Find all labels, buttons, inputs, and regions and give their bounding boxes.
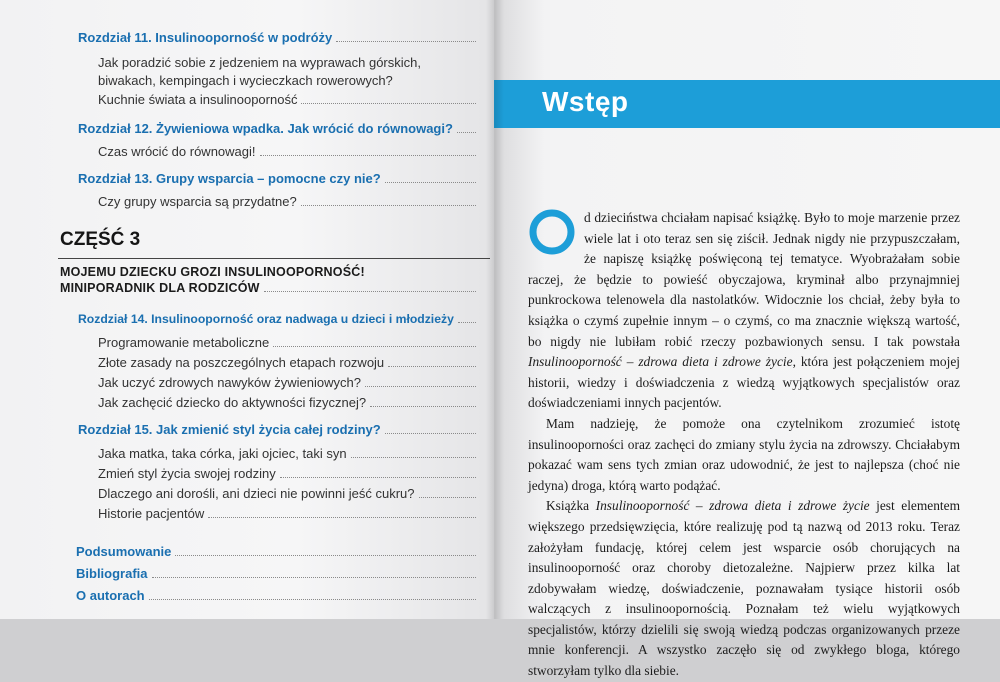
toc-leader-dots	[388, 365, 476, 367]
toc-ch15-section-1	[98, 446, 490, 461]
toc-leader-dots	[301, 204, 476, 206]
toc-leader-dots	[280, 476, 476, 478]
paragraph-1-text: d dzieciństwa chciałam napisać książkę. Było to moje marzenie przez wiele lat i oto teraz sen się ziścił. Jednak nigdy nie przypuszczałam, że napiszę książkę poświęconą tej tematyce. Wyobrażałam sobie raczej, że będzie to powieść obyczajowa, kryminał albo przynajmniej punkrockowa telenowela dla nastolatków. Widocznie los chciał, żeby była to książka o czymś zupełnie innym – o czymś, co ma znacznie większą wartość, bo nigdy nie lubiłam robić rzeczy pozbawionych sensu. I tak powstała	[528, 210, 960, 349]
part-subtitle-line1: MOJEMU DZIECKU GROZI INSULINOOPORNOŚĆ!	[60, 265, 365, 279]
toc-ch11-section-2	[98, 92, 490, 107]
toc-ch15-section-2-label: Zmień styl życia swojej rodziny	[98, 466, 276, 481]
toc-chapter-12-title: Rozdział 12. Żywieniowa wpadka. Jak wrócić do równowagi?	[78, 121, 453, 136]
table-of-contents	[0, 0, 494, 619]
toc-ch11-section-2-label: Kuchnie świata a insulinooporność	[98, 92, 298, 107]
toc-leader-dots	[149, 598, 476, 600]
toc-chapter-13	[78, 171, 490, 186]
paragraph-3-book-title: Insulinooporność – zdrowa dieta i zdrowe życie	[595, 498, 870, 514]
toc-leader-dots	[385, 181, 476, 183]
toc-ch14-section-1	[98, 335, 490, 350]
toc-ch14-section-3	[98, 375, 490, 390]
paragraph-3-start: Książka	[546, 498, 596, 514]
toc-ch15-section-3	[98, 486, 490, 501]
toc-ch14-section-2-label: Złote zasady na poszczególnych etapach rozwoju	[98, 355, 385, 370]
toc-leader-dots	[457, 131, 476, 133]
dropcap-o-icon	[528, 208, 576, 256]
toc-leader-dots	[152, 576, 476, 578]
toc-ch14-section-2	[98, 355, 490, 370]
toc-leader-dots	[301, 102, 476, 104]
toc-leader-dots	[260, 154, 476, 156]
toc-ch15-section-4-label: Historie pacjentów	[98, 506, 205, 521]
toc-chapter-13-title: Rozdział 13. Grupy wsparcia – pomocne czy nie?	[78, 171, 381, 186]
body-text	[528, 208, 960, 682]
toc-leader-dots	[385, 432, 476, 434]
toc-ch12-section-1	[98, 144, 490, 159]
toc-ch13-section-1	[98, 194, 490, 209]
book-gutter	[486, 0, 504, 619]
toc-chapter-11-title: Rozdział 11. Insulinooporność w podróży	[78, 30, 333, 45]
paragraph-3	[528, 496, 960, 681]
toc-ch15-section-4	[98, 506, 490, 521]
toc-ch11-section-1-line2: biwakach, kempingach i wycieczkach rowerowych?	[98, 73, 393, 88]
part-divider	[58, 258, 490, 259]
toc-leader-dots	[419, 496, 476, 498]
paragraph-2: Mam nadzieję, że pomoże ona czytelnikom zrozumieć istotę insulinooporności oraz zachęci do zmiany stylu życia na zdrowszy. Chciałabym pokazać wam sens tych zmian oraz udowodnić, że jest to najlepsza (choć nie jedyna) droga, którą warto podążać.	[528, 415, 960, 493]
toc-leader-dots	[273, 345, 476, 347]
toc-leader-dots	[458, 321, 476, 323]
heading-band	[494, 80, 1000, 128]
toc-ch14-section-4	[98, 395, 490, 410]
toc-leader-dots	[365, 385, 476, 387]
toc-leader-dots	[370, 405, 476, 407]
chapter-heading: Wstęp	[542, 86, 629, 117]
toc-summary-label: Podsumowanie	[76, 544, 172, 559]
toc-ch13-section-1-label: Czy grupy wsparcia są przydatne?	[98, 194, 297, 209]
part-subtitle-line2-row	[60, 281, 490, 295]
left-page	[0, 0, 494, 619]
toc-ch14-section-4-label: Jak zachęcić dziecko do aktywności fizycznej?	[98, 395, 367, 410]
toc-chapter-14-title: Rozdział 14. Insulinooporność oraz nadwaga u dzieci i młodzieży	[78, 312, 454, 326]
toc-bibliography-label: Bibliografia	[76, 566, 148, 581]
paragraph-1	[528, 208, 960, 414]
toc-ch12-section-1-label: Czas wrócić do równowagi!	[98, 144, 256, 159]
paragraph-1-end: , która jest połączeniem mojej historii, wiedzy i doświadczenia z wiedzą wyjątkowych specjalistów oraz doświadczeniami innych pacjentów.	[528, 354, 960, 411]
toc-ch11-section-1	[98, 54, 421, 90]
toc-ch15-section-2	[98, 466, 490, 481]
toc-chapter-15-title: Rozdział 15. Jak zmienić styl życia całej rodziny?	[78, 422, 381, 437]
toc-leader-dots	[175, 554, 476, 556]
toc-ch14-section-3-label: Jak uczyć zdrowych nawyków żywieniowych?	[98, 375, 361, 390]
part-title: CZĘŚĆ 3	[60, 229, 141, 250]
toc-chapter-14	[78, 312, 490, 326]
part-subtitle-line2: MINIPORADNIK DLA RODZICÓW	[60, 281, 260, 295]
toc-chapter-12	[78, 121, 490, 136]
toc-summary	[76, 544, 490, 559]
toc-ch15-section-1-label: Jaka matka, taka córka, jaki ojciec, taki syn	[98, 446, 347, 461]
toc-chapter-11	[78, 30, 490, 45]
paragraph-3-end: jest elementem większego przedsięwzięcia, które realizuję pod tą nazwą od 2013 roku. Teraz założyłam fundację, której celem jest wsparcie osób chorujących na insulinooporność oraz choroby dietozależne. Najpierw przez kilka lat zdobywałam wiedzę, doświadczenie, poznawałam tysiące historii osób walczących z insulinoopornością. Poznałam też wielu wyjątkowych specjalistów, którzy dzielili się swoją wiedzą podczas organizowanych przeze mnie konferencji. A wszystko zaczęło się od zwykłego bloga, którego stworzyłam tylko dla siebie.	[528, 498, 960, 679]
toc-ch11-section-1-line1: Jak poradzić sobie z jedzeniem na wyprawach górskich,	[98, 55, 421, 70]
toc-leader-dots	[208, 516, 476, 518]
toc-authors-label: O autorach	[76, 588, 145, 603]
toc-bibliography	[76, 566, 490, 581]
toc-leader-dots	[336, 40, 476, 42]
toc-ch15-section-3-label: Dlaczego ani dorośli, ani dzieci nie powinni jeść cukru?	[98, 486, 415, 501]
toc-chapter-15	[78, 422, 490, 437]
toc-ch14-section-1-label: Programowanie metaboliczne	[98, 335, 270, 350]
paragraph-1-book-title: Insulinooporność – zdrowa dieta i zdrowe życie	[528, 354, 793, 370]
toc-leader-dots	[264, 290, 476, 292]
toc-authors	[76, 588, 490, 603]
right-page	[494, 0, 1000, 679]
toc-leader-dots	[351, 456, 476, 458]
